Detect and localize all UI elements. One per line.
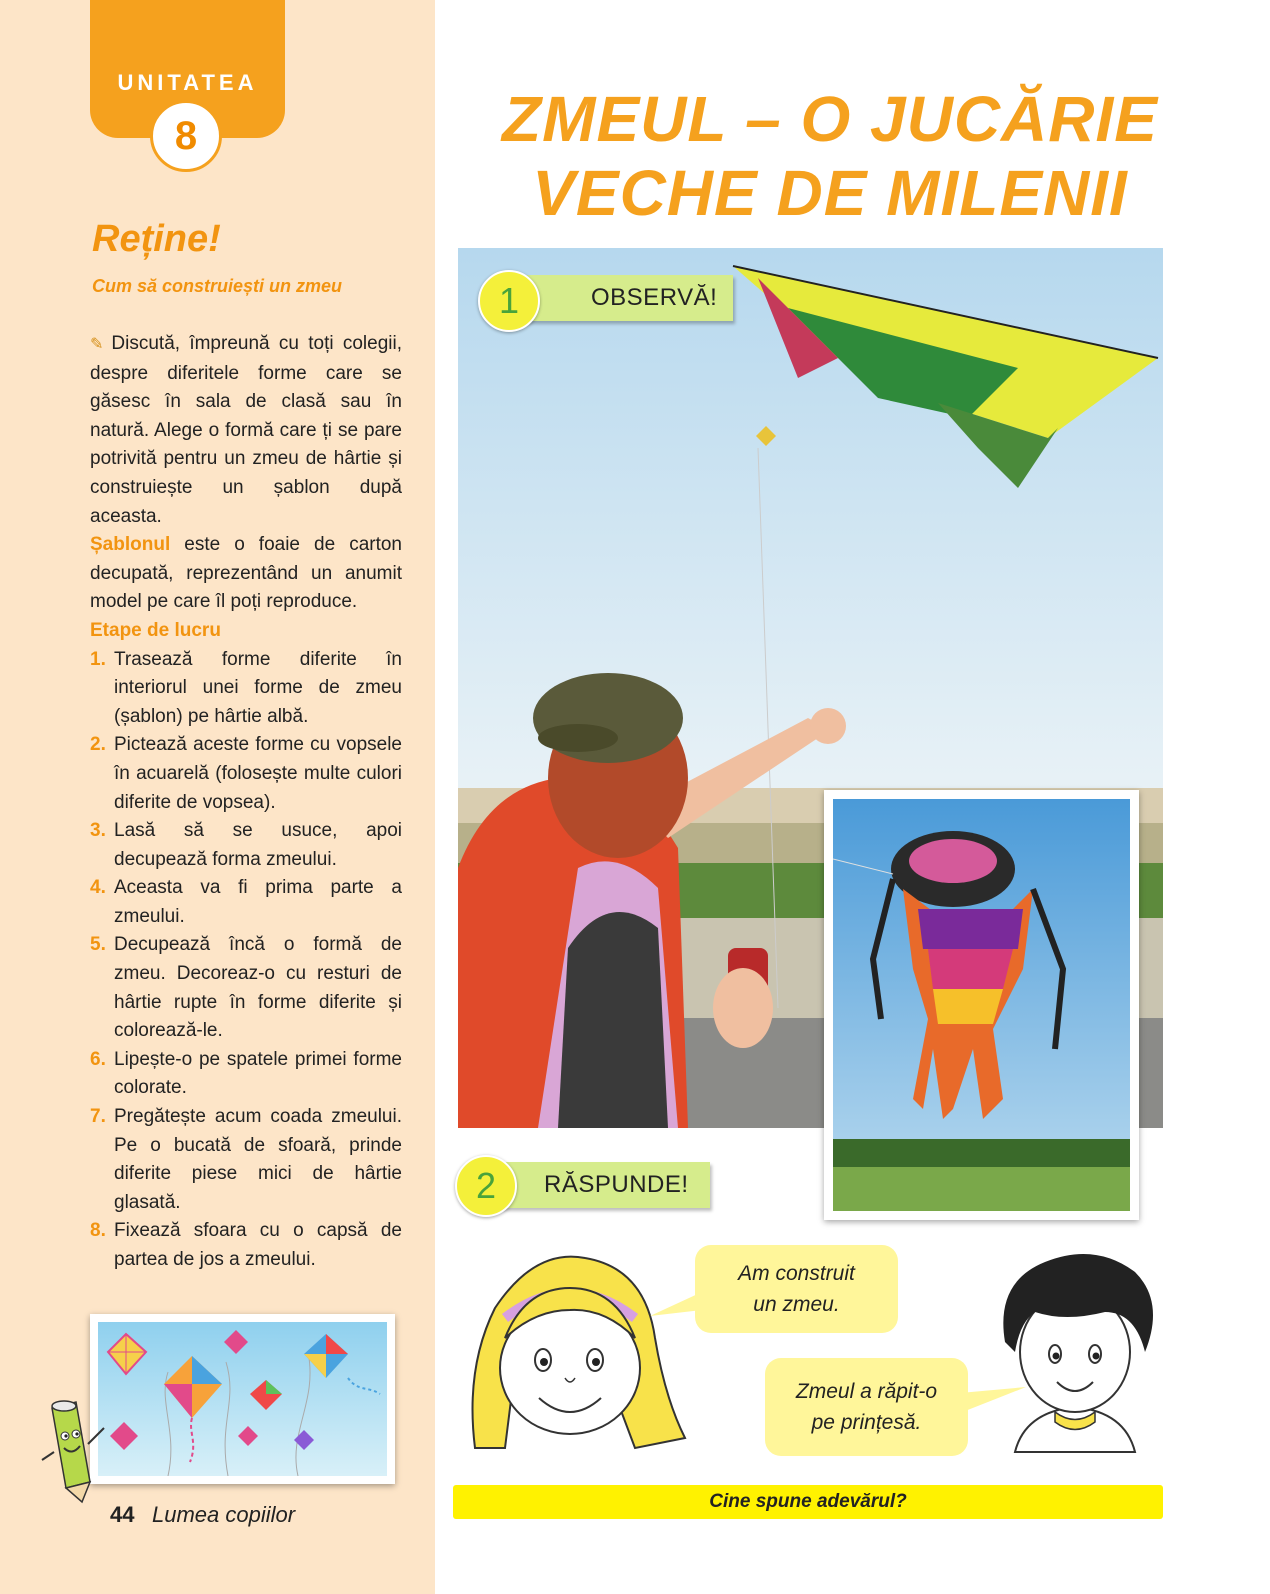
step-text: Pregătește acum coada zmeului. Pe o bucată de sfoară, prinde diferite piese mici de hârtie glasată. — [114, 1106, 402, 1213]
step-item — [90, 1103, 402, 1217]
retine-heading: Reține! — [92, 218, 221, 260]
pencil-icon: ✎ — [90, 336, 104, 353]
answer-label: RĂSPUNDE! — [544, 1171, 689, 1198]
task-1-number: 1 — [478, 270, 540, 332]
definition-text: este o foaie de carton decupată, reprezentând un anumit model pe care îl poți reproduce. — [90, 534, 402, 613]
kites-drawing — [98, 1322, 387, 1476]
intro-text: Discută, împreună cu toți colegii, despre diferitele forme care se găsesc în sala de clasă sau în natură. Alege o formă care ți se pare potrivită pentru un zmeu de hârtie și construiește un șablon după aceasta. — [90, 333, 402, 527]
title-line-2: VECHE DE MILENII — [532, 157, 1128, 229]
step-number: 1. — [90, 648, 106, 670]
step-text: Lasă să se usuce, apoi decupează forma zmeului. — [114, 820, 402, 870]
girl-bubble-tail — [650, 1290, 710, 1320]
page-number: 44 — [110, 1502, 135, 1527]
step-number: 5. — [90, 934, 106, 956]
step-number: 8. — [90, 1220, 106, 1242]
boy-speech-line-2: pe prințesă. — [811, 1411, 922, 1434]
step-text: Fixează sfoara cu o capsă de partea de jos a zmeului. — [114, 1220, 402, 1270]
definition-paragraph — [90, 531, 402, 617]
steps-list — [90, 646, 402, 1275]
step-text: Lipește-o pe spatele primei forme colorate. — [114, 1048, 402, 1099]
step-item — [90, 1046, 402, 1103]
title-line-1: ZMEUL – O JUCĂRIE — [502, 83, 1158, 155]
girl-illustration — [455, 1248, 690, 1458]
definition-term: Șablonul — [90, 534, 171, 556]
step-text: Trasează forme diferite în interiorul unei forme de zmeu (șablon) pe hârtie albă. — [114, 648, 402, 727]
boy-speech-bubble — [765, 1358, 968, 1456]
boy-bubble-tail — [960, 1385, 1030, 1415]
girl-speech-line-2: un zmeu. — [753, 1293, 840, 1316]
kites-illustration — [90, 1314, 395, 1484]
step-text: Decupează încă o formă de zmeu. Decoreaz-o cu resturi de hârtie rupte în forme diferite și colorează-le. — [114, 934, 402, 1042]
step-item — [90, 817, 402, 874]
step-number: 6. — [90, 1048, 106, 1070]
unit-label: UNITATEA — [117, 70, 258, 95]
question-bar: Cine spune adevărul? — [453, 1485, 1163, 1519]
step-text: Pictează aceste forme cu vopsele în acuarelă (folosește multe culori diferite de vopsea). — [114, 734, 402, 813]
step-number: 2. — [90, 734, 106, 756]
task-2-number: 2 — [455, 1155, 517, 1217]
boy-illustration — [985, 1242, 1165, 1462]
steps-title: Etape de lucru — [90, 619, 221, 641]
intro-paragraph — [90, 330, 402, 531]
book-title: Lumea copiilor — [152, 1502, 296, 1527]
step-item — [90, 646, 402, 732]
step-item — [90, 931, 402, 1045]
observe-label: OBSERVĂ! — [591, 284, 718, 311]
unit-number: 8 — [150, 100, 222, 172]
step-item — [90, 1217, 402, 1274]
step-number: 4. — [90, 877, 106, 899]
jellyfish-kite-photo — [824, 790, 1139, 1220]
step-text: Aceasta va fi prima parte a zmeului. — [114, 877, 402, 927]
step-number: 3. — [90, 820, 106, 842]
step-item — [90, 731, 402, 817]
girl-speech-bubble — [695, 1245, 898, 1333]
retine-subheading: Cum să construiești un zmeu — [92, 276, 343, 296]
girl-speech-line-1: Am construit — [738, 1262, 855, 1285]
instructions-text — [90, 330, 402, 1275]
pencil-mascot-icon — [38, 1398, 118, 1508]
step-number: 7. — [90, 1106, 106, 1128]
jellyfish-kite-drawing — [833, 799, 1130, 1211]
boy-speech-line-1: Zmeul a răpit-o — [795, 1380, 938, 1403]
page-title — [440, 82, 1220, 230]
step-item — [90, 874, 402, 931]
